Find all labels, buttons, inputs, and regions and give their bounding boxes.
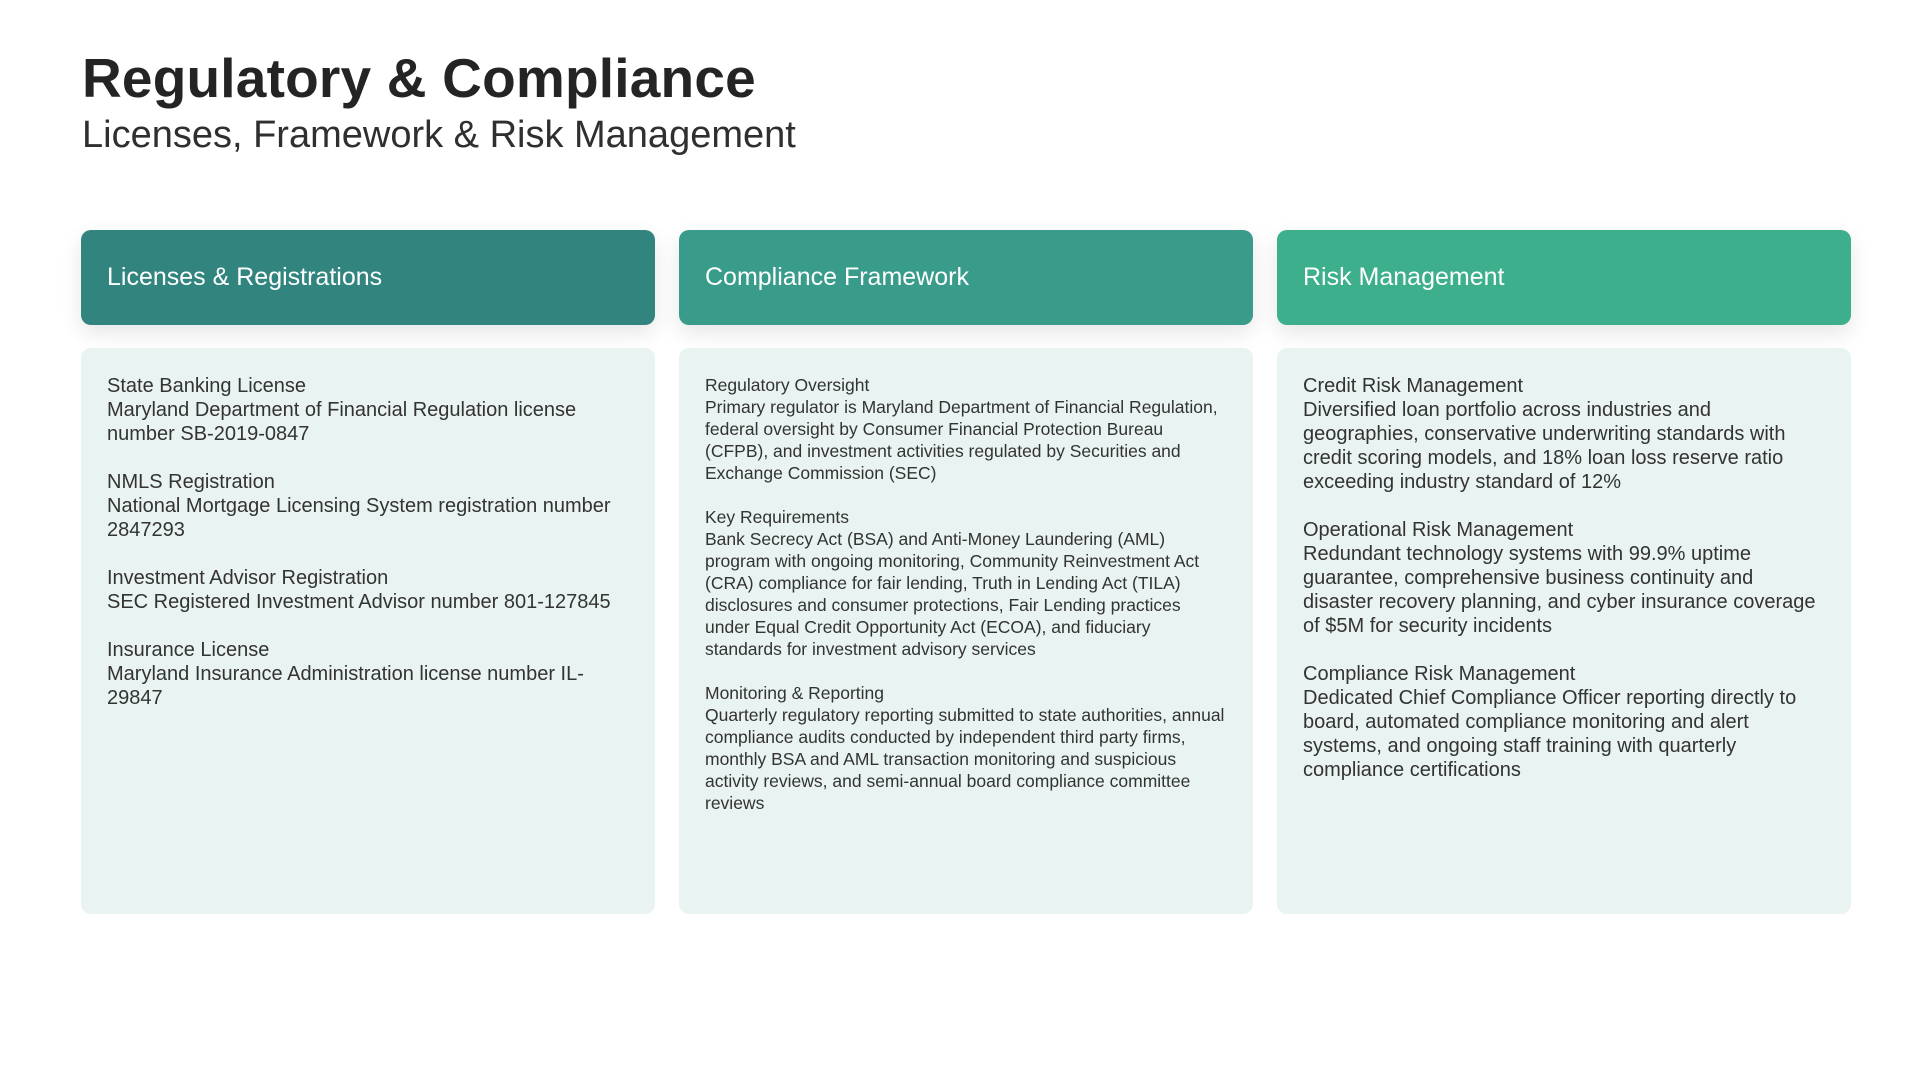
columns-container (81, 230, 1851, 914)
column-header-risk (1277, 230, 1851, 325)
list-item (107, 374, 629, 446)
page-subtitle: Licenses, Framework & Risk Management (82, 114, 796, 156)
item-title: Investment Advisor Registration (107, 567, 389, 589)
item-title: Monitoring & Reporting (705, 683, 884, 703)
column-header-label: Licenses & Registrations (107, 263, 383, 291)
item-description: SEC Registered Investment Advisor number 801-127845 (107, 591, 611, 613)
column-header-label: Compliance Framework (705, 263, 969, 291)
item-title: Compliance Risk Management (1303, 663, 1576, 685)
column-licenses (81, 230, 655, 914)
item-title: NMLS Registration (107, 471, 275, 493)
list-item (705, 682, 1227, 814)
item-description: Diversified loan portfolio across industries and geographies, conservative underwriting standards with credit scoring models, and 18% loan loss reserve ratio exceeding industry standard of 12% (1303, 399, 1786, 493)
list-item (1303, 374, 1825, 494)
item-description: Redundant technology systems with 99.9% uptime guarantee, comprehensive business continuity and disaster recovery planning, and cyber insurance coverage of $5M for security incidents (1303, 543, 1816, 637)
item-description: Maryland Insurance Administration license number IL-29847 (107, 663, 584, 709)
item-description: Quarterly regulatory reporting submitted to state authorities, annual compliance audits conducted by independent third party firms, monthly BSA and AML transaction monitoring and suspicious activity reviews, and semi-annual board compliance committee reviews (705, 705, 1225, 813)
page-title: Regulatory & Compliance (82, 47, 756, 109)
item-title: Operational Risk Management (1303, 519, 1574, 541)
list-item (107, 470, 629, 542)
list-item (107, 638, 629, 710)
item-title: Credit Risk Management (1303, 375, 1524, 397)
column-header-compliance (679, 230, 1253, 325)
item-description: Dedicated Chief Compliance Officer reporting directly to board, automated compliance monitoring and alert systems, and ongoing staff training with quarterly compliance certifications (1303, 687, 1797, 781)
item-description: Maryland Department of Financial Regulation license number SB-2019-0847 (107, 399, 577, 445)
list-item (705, 374, 1227, 484)
item-description: Primary regulator is Maryland Department of Financial Regulation, federal oversight by Consumer Financial Protection Bureau (CFPB), and investment activities regulated by Securities and Exchange Commission (SEC) (705, 397, 1218, 483)
item-title: State Banking License (107, 375, 307, 397)
list-item (107, 566, 629, 614)
column-compliance (679, 230, 1253, 914)
column-body-risk (1277, 348, 1851, 914)
item-title: Key Requirements (705, 507, 849, 527)
column-header-licenses (81, 230, 655, 325)
list-item (1303, 518, 1825, 638)
item-description: National Mortgage Licensing System registration number 2847293 (107, 495, 611, 541)
column-header-label: Risk Management (1303, 263, 1505, 291)
list-item (705, 506, 1227, 660)
column-risk (1277, 230, 1851, 914)
column-body-licenses (81, 348, 655, 914)
item-title: Insurance License (107, 639, 270, 661)
column-body-compliance (679, 348, 1253, 914)
item-description: Bank Secrecy Act (BSA) and Anti-Money Laundering (AML) program with ongoing monitoring, Community Reinvestment Act (CRA) compliance for fair lending, Truth in Lending Act (TILA) disclosures and consumer protections, Fair Lending practices under Equal Credit Opportunity Act (ECOA), and fiduciary standards for investment advisory services (705, 529, 1200, 659)
list-item (1303, 662, 1825, 782)
item-title: Regulatory Oversight (705, 375, 870, 395)
